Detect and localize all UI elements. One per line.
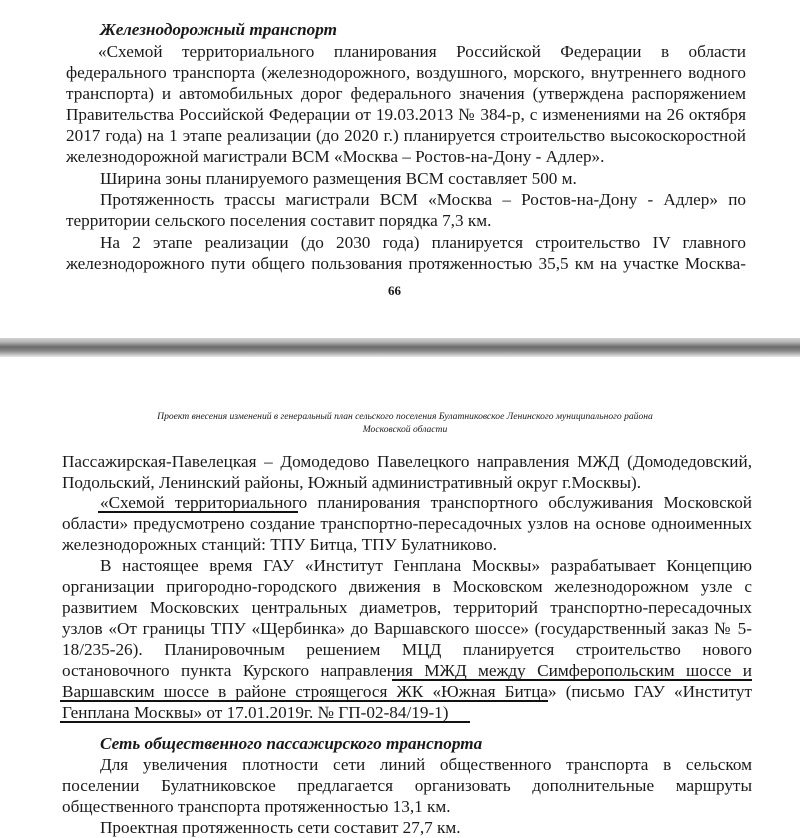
paragraph-line: остановочного пункта Курского направления МЖД между Симферопольским шоссе и <box>62 661 752 680</box>
paragraph-line: транспорта) и автомобильных дорог федерального значения (утверждена распоряжением <box>66 84 746 103</box>
paragraph-line: Для увеличения плотности сети линий общественного транспорта в сельском <box>100 755 752 774</box>
paragraph-line: общественного транспорта протяженностью 13,1 км. <box>62 797 451 816</box>
highlight-underline <box>60 721 470 723</box>
paragraph-line: Генплана Москвы» от 17.01.2019г. № ГП-02-84/19-1) <box>62 703 449 722</box>
document-page-66 <box>0 0 800 338</box>
paragraph-line: узлов «От границы ТПУ «Щербинка» до Варшавского шоссе» (государственный заказ № 5- <box>62 619 752 638</box>
paragraph-line: Варшавским шоссе в районе строящегося ЖК «Южная Битца» (письмо ГАУ «Институт <box>62 682 752 701</box>
paragraph-line: Подольский, Ленинский районы, Южный административный округ г.Москвы). <box>62 473 642 492</box>
page-separator <box>0 338 800 357</box>
paragraph-line: «Схемой территориального планирования транспортного обслуживания Московской <box>100 493 752 512</box>
page-number: 66 <box>388 283 401 298</box>
paragraph-line: В настоящее время ГАУ «Институт Генплана Москвы» разрабатывает Концепцию <box>100 556 752 575</box>
section-heading-public-transport: Сеть общественного пассажирского транспорта <box>100 734 483 753</box>
paragraph-line: развитием Московских центральных диаметров, территорий транспортно-пересадочных <box>62 598 752 617</box>
running-header-line-2: Московской области <box>362 424 448 435</box>
paragraph-line: федерального транспорта (железнодорожного, воздушного, морского, внутреннего водного <box>66 63 746 82</box>
paragraph-line: Проектная протяженность сети составит 27,7 км. <box>100 818 461 837</box>
running-header: Проект внесения изменений в генеральный план сельского поселения Булатниковское Ленинского муниципального района <box>157 411 653 422</box>
paragraph-line: области» предусмотрено создание транспортно-пересадочных узлов на основе одноименных <box>62 514 752 533</box>
paragraph-line: На 2 этапе реализации (до 2030 года) планируется строительство IV главного <box>100 233 746 252</box>
paragraph-line: железнодорожного пути общего пользования протяженностью 35,5 км на участке Москва- <box>66 254 746 273</box>
section-heading-railway: Железнодорожный транспорт <box>100 20 337 39</box>
paragraph-line: Протяженность трассы магистрали ВСМ «Москва – Ростов-на-Дону - Адлер» по <box>100 190 746 209</box>
paragraph-line: Ширина зоны планируемого размещения ВСМ составляет 500 м. <box>100 169 577 188</box>
paragraph-line: поселении Булатниковское предлагается организовать дополнительные маршруты <box>62 776 752 795</box>
paragraph-line: территории сельского поселения составит порядка 7,3 км. <box>66 211 492 230</box>
paragraph-line: Правительства Российской Федерации от 19.03.2013 № 384-р, с изменениями на 26 октября <box>66 105 746 124</box>
paragraph-line: «Схемой территориального планирования Российской Федерации в области <box>98 42 746 61</box>
paragraph-line: Пассажирская-Павелецкая – Домодедово Павелецкого направления МЖД (Домодедовский, <box>62 452 752 471</box>
document-page-67 <box>0 357 800 837</box>
paragraph-line: организации пригородно-городского движения в Московском железнодорожном узле с <box>62 577 752 596</box>
paragraph-line: железнодорожной магистрали ВСМ «Москва – Ростов-на-Дону - Адлер». <box>66 147 605 166</box>
paragraph-line: 2017 года) на 1 этапе реализации (до 2020 г.) планируется строительство высокоскоростной <box>66 126 746 145</box>
paragraph-line: 18/235-26). Планировочным решением МЦД планируется строительство нового <box>62 640 752 659</box>
paragraph-line: железнодорожных станций: ТПУ Битца, ТПУ Булатниково. <box>62 535 497 554</box>
